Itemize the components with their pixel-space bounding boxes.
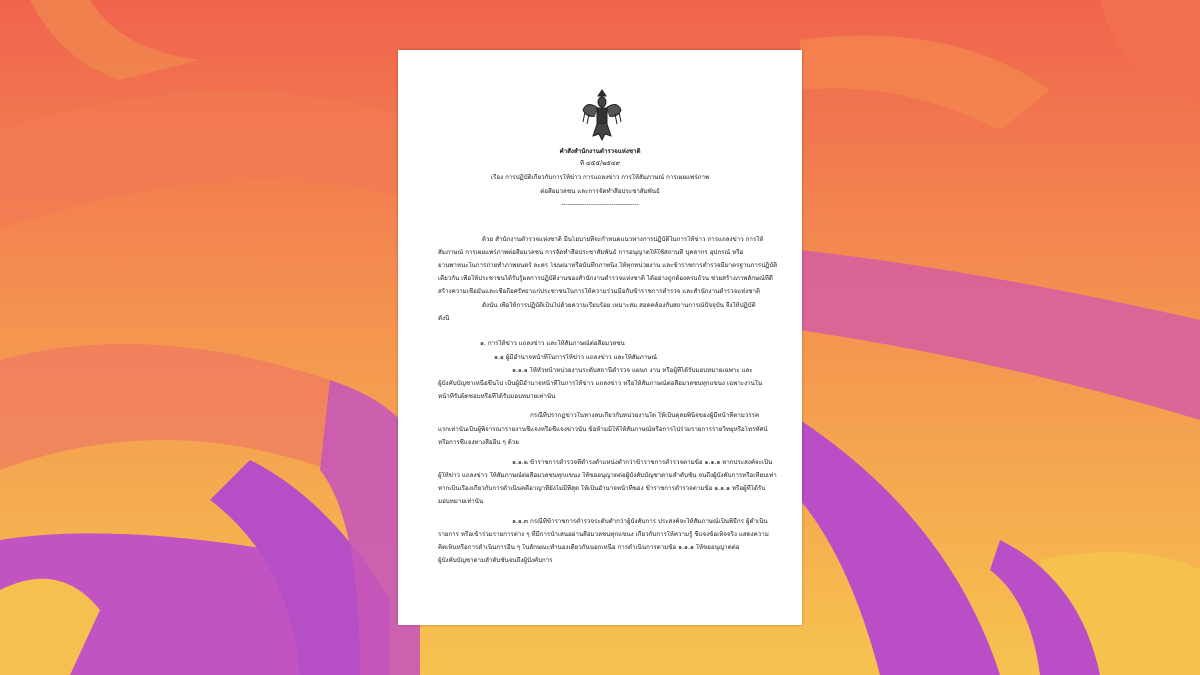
- subsection-heading: ๑.๑ ผู้มีอำนาจหน้าที่ในการให้ข่าว แถลงข่าว และให้สัมภาษณ์: [494, 354, 658, 361]
- issuer-title: คำสั่งสำนักงานตำรวจแห่งชาติ: [559, 148, 641, 155]
- paragraph-line: หรือการชี้แจงทางสื่ออื่น ๆ ด้วย: [438, 439, 519, 446]
- document-page: [398, 50, 802, 625]
- paragraph-line: รายการ หรือเข้าร่วมรายการต่าง ๆ ที่มีการนำเสนอผ่านสื่อมวลชนทุกแขนง เกี่ยวกับการให้ความรู้ ชี้แจงข้อเท็จจริง แสดงความ: [438, 531, 769, 538]
- paragraph-line: ดังนี้: [438, 315, 450, 322]
- paragraph-line: ผู้บังคับบัญชาเหนือขึ้นไป เป็นผู้มีอำนาจหน้าที่ในการให้ข่าว แถลงข่าว หรือให้สัมภาษณ์ต่อสื่อมวลชนทุกแขนง เฉพาะงานใน: [438, 380, 763, 387]
- separator-line: -------------------------------------: [561, 201, 639, 208]
- paragraph-line: ๑.๑.๑ ให้หัวหน้าหน่วยงานระดับสถานีตำรวจ แผนก งาน หรือผู้ที่ได้รับมอบหมายเฉพาะ และ: [512, 367, 753, 374]
- subject-line-2: ต่อสื่อมวลชน และการจัดทำสื่อประชาสัมพันธ์: [540, 188, 660, 195]
- paragraph-line: แรกเท่านั้นเป็นผู้พิจารณารายงานชี้แจงหรือชี้แจงข่าวนั้น ข้อห้ามมิให้ให้สัมภาษณ์หรือการไปร่วมรายการรายวิทยุหรือโทรทัศน์: [438, 426, 768, 433]
- paragraph-line: หากเป็นเรื่องเกี่ยวกับการดำเนินคดีอาญาที่ยังไม่มีที่สุด ให้เป็นอำนาจหน้าที่ของ ข้าราชการตำรวจตามข้อ ๑.๑.๑ หรือผู้ที่ได้รับ: [438, 485, 766, 492]
- paragraph-line: เดียวกัน เพื่อให้ประชาชนได้รับรู้ผลการปฏิบัติงานของสำนักงานตำรวจแห่งชาติ ได้อย่างถูกต้องครบถ้วน ช่วยสร้างภาพลักษณ์ที่ดี: [438, 275, 773, 282]
- section-heading: ๑. การให้ข่าว แถลงข่าว และให้สัมภาษณ์ต่อสื่อมวลชน: [480, 340, 625, 347]
- paragraph-line: คิดเห็นหรือการดำเนินการอื่น ๆ ในลักษณะทำนองเดียวกันนอกเหนือ การดำเนินการตามข้อ ๑.๑.๑ ให้ขออนุญาตต่อ: [438, 544, 740, 551]
- subject-line-1: เรื่อง การปฏิบัติเกี่ยวกับการให้ข่าว การแถลงข่าว การให้สัมภาษณ์ การเผยแพร่ภาพ: [490, 174, 710, 181]
- paragraph-line: ๑.๑.๒ ข้าราชการตำรวจที่ดำรงตำแหน่งต่ำกว่าข้าราชการตำรวจตามข้อ ๑.๑.๑ หากประสงค์จะเป็น: [512, 459, 773, 466]
- paragraph-line: ดังนั้น เพื่อให้การปฏิบัติเป็นไปด้วยความเรียบร้อย เหมาะสม สอดคล้องกับสถานการณ์ปัจจุบัน จึงให้ปฏิบัติ: [482, 302, 756, 309]
- garuda-emblem-icon: [581, 86, 623, 144]
- paragraph-line: ๑.๑.๓ กรณีที่ข้าราชการตำรวจระดับต่ำกว่าผู้บังคับการ ประสงค์จะให้สัมภาษณ์เป็นพิธีกร ผู้ดำเนิน: [512, 518, 768, 525]
- paragraph-line: ผู้ให้ข่าว แถลงข่าว ให้สัมภาษณ์ต่อสื่อมวลชนทุกแขนง ให้ขออนุญาตต่อผู้บังคับบัญชาตามลำดับชั้น จนถึงผู้บังคับการหรือเทียบเท่า: [438, 472, 777, 479]
- paragraph-line: กรณีที่ปรากฏข่าวในทางลบเกี่ยวกับหน่วยงานใด ให้เป็นดุลยพินิจของผู้มีหน้าที่ตามวรรค: [530, 412, 760, 419]
- paragraph-line: สร้างความเชื่อมั่นและเชื่อถือศรัทธาแก่ประชาชนในการให้ความร่วมมือกับข้าราชการตำรวจ และสำนักงานตำรวจแห่งชาติ: [438, 288, 760, 295]
- paragraph-line: ด้วย สำนักงานตำรวจแห่งชาติ มีนโยบายที่จะกำหนดแนวทางการปฏิบัติในการให้ข่าว การแถลงข่าว การให้: [482, 236, 764, 243]
- paragraph-line: หน้าที่รับผิดชอบหรือที่ได้รับมอบหมายเท่านั้น: [438, 393, 556, 400]
- paragraph-line: สัมภาษณ์ การเผยแพร่ภาพต่อสื่อมวลชน การจัดทำสื่อประชาสัมพันธ์ การอนุญาตให้ใช้สถานที่ บุคลากร อุปกรณ์ หรือ: [438, 249, 744, 256]
- order-number: ที่ ๔๕๕/๒๕๔๙: [579, 160, 621, 167]
- paragraph-line: มอบหมายเท่านั้น: [438, 498, 484, 505]
- paragraph-line: ผู้บังคับบัญชาตามลำดับชั้นจนถึงผู้บังคับการ: [438, 557, 553, 564]
- paragraph-line: ยานพาหนะในการถ่ายทำภาพยนตร์ ละคร โฆษณาหรือบันทึกภาพนิ่ง ให้ทุกหน่วยงาน และข้าราชการตำรวจมีมาตรฐานการปฏิบัติ: [438, 262, 778, 269]
